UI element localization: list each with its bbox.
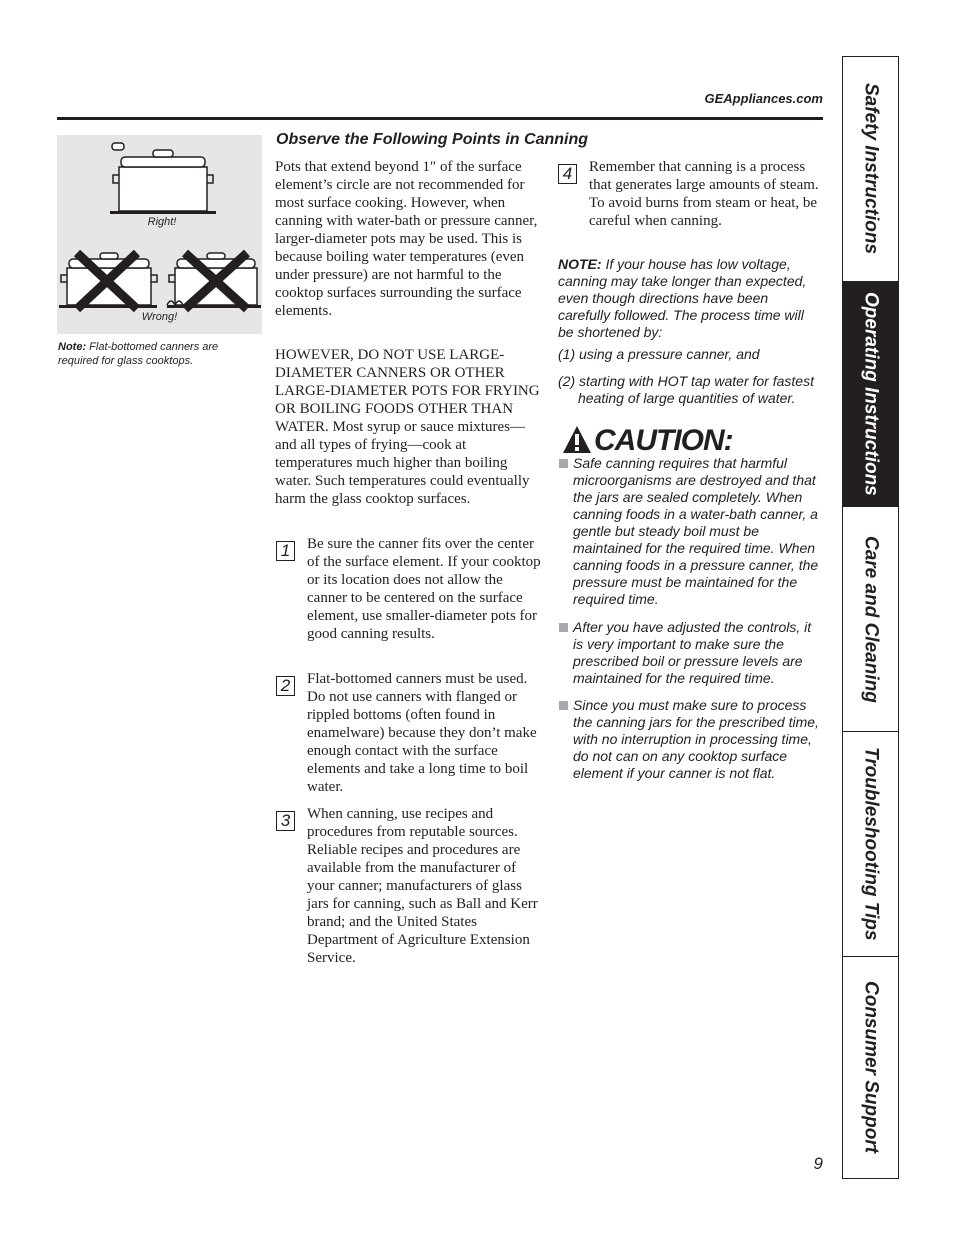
figure-note xyxy=(58,340,258,368)
step-number-2: 2 xyxy=(276,676,295,696)
tab-label: Troubleshooting Tips xyxy=(860,747,882,941)
step-text-3: When canning, use recipes and procedures from reputable sources. Reliable recipes and procedures are available from the manufacturer of your canner; manufacturers of glass jars for canning, such as Ball and Kerr brand; and the United States Department of Agriculture Extension Service. xyxy=(307,806,538,966)
wrong-caption: Wrong! xyxy=(141,311,178,323)
voltage-note-item-2: (2) starting with HOT tap water for fastest heating of large quantities of water. xyxy=(558,373,814,406)
tab-label: Safety Instructions xyxy=(860,83,882,255)
caution-bullet-3: Since you must make sure to process the canning jars for the prescribed time, with no interruption in processing time, do not can on any cooktop surface element if your canner is not flat. xyxy=(573,697,819,781)
caution-bullet-1: Safe canning requires that harmful microorganisms are destroyed and that the jars are sealed completely. When canning foods in a water-bath canner, a gentle but steady boil must be maintained for the required time. When canning foods in a pressure canner, the pressure must be maintained for the required time. xyxy=(573,455,819,607)
intro-paragraph: Pots that extend beyond 1″ of the surface element’s circle are not recommended for most surface cooking. However, when canning with water-bath or pressure canner, larger-diameter pots may be used. This is because boiling water temperatures (even under pressure) are not harmful to the cooktop surfaces surrounding the surface elements. xyxy=(275,159,538,319)
tab-safety-instructions[interactable] xyxy=(843,57,898,282)
wrong-pot-right-icon xyxy=(167,253,261,309)
tab-troubleshooting-tips[interactable] xyxy=(843,732,898,957)
tab-label: Consumer Support xyxy=(860,981,882,1154)
warning-paragraph: HOWEVER, DO NOT USE LARGE-DIAMETER CANNERS OR OTHER LARGE-DIAMETER POTS FOR FRYING OR BOILING FOODS OTHER THAN WATER. Most syrup or sauce mixtures—and all types of frying—cook at temperatures much higher than boiling water. Such temperatures could eventually harm the glass cooktop surfaces. xyxy=(275,347,540,507)
website-url: GEAppliances.com xyxy=(704,91,823,106)
section-heading: Observe the Following Points in Canning xyxy=(276,131,589,148)
step-text-4: Remember that canning is a process that generates large amounts of steam. To avoid burns from steam or heat, be careful when canning. xyxy=(589,159,819,229)
wrong-pot-left-icon xyxy=(59,253,157,309)
voltage-note-text: If your house has low voltage, canning may take longer than expected, even though directions have been carefully followed. The process time will be shortened by: xyxy=(558,256,807,340)
note-text: Flat-bottomed canners are required for glass cooktops. xyxy=(58,341,219,367)
note-label: Note: xyxy=(58,341,87,353)
voltage-note-item-1: (1) using a pressure canner, and xyxy=(558,346,760,362)
warning-triangle-icon xyxy=(562,425,592,455)
right-pot-icon xyxy=(110,143,216,214)
tab-label: Operating Instructions xyxy=(860,292,882,496)
right-caption: Right! xyxy=(147,216,177,228)
bullet-square xyxy=(559,459,568,468)
canner-diagram xyxy=(57,135,262,334)
tab-consumer-support[interactable] xyxy=(843,957,898,1178)
voltage-note xyxy=(558,256,820,341)
step-text-2: Flat-bottomed canners must be used. Do not use canners with flanged or rippled bottoms (often found in enamelware) because they don’t make enough contact with the surface elements and take a long time to boil water. xyxy=(307,671,537,795)
tab-operating-instructions[interactable] xyxy=(843,282,898,507)
section-tabs xyxy=(842,56,899,1179)
step-number-1: 1 xyxy=(276,541,295,561)
tab-label: Care and Cleaning xyxy=(860,535,882,703)
step-text-1: Be sure the canner fits over the center of the surface element. If your cooktop or its location does not allow the canner to be centered on the surface element, use smaller-diameter pots for good canning results. xyxy=(307,536,541,642)
voltage-note-label: NOTE: xyxy=(558,256,602,272)
bullet-square xyxy=(559,623,568,632)
bullet-square xyxy=(559,701,568,710)
caution-bullet-2: After you have adjusted the controls, it is very important to make sure the prescribed boil or pressure levels are maintained for the required time. xyxy=(573,619,812,686)
header-rule xyxy=(57,117,823,120)
tab-care-and-cleaning[interactable] xyxy=(843,507,898,732)
page-number: 9 xyxy=(813,1154,823,1173)
step-number-3: 3 xyxy=(276,811,295,831)
step-number-4: 4 xyxy=(558,164,577,184)
caution-title: CAUTION: xyxy=(594,424,733,457)
canner-illustration xyxy=(57,135,262,334)
